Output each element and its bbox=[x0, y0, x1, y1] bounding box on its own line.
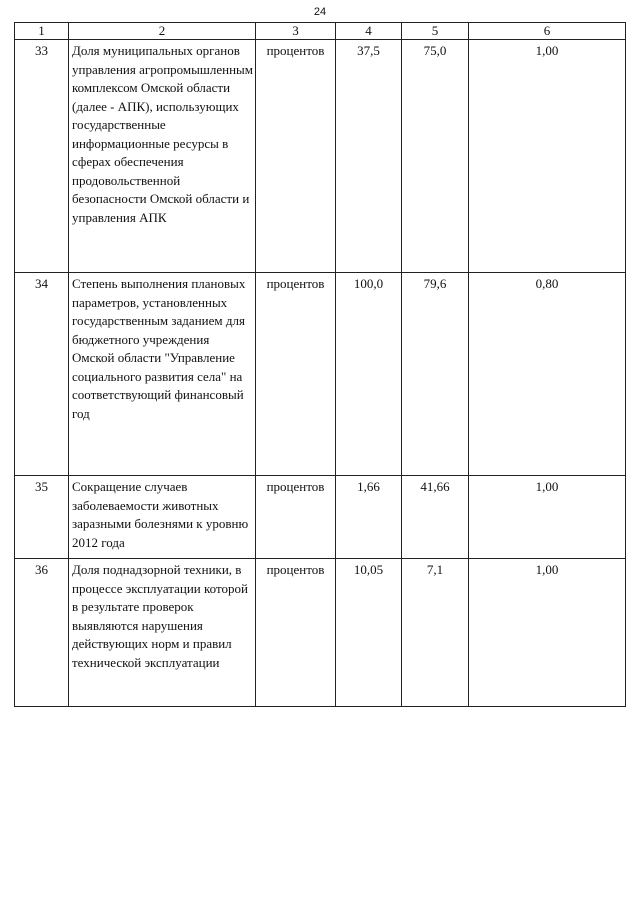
value-col-4: 100,0 bbox=[336, 273, 402, 476]
indicator-name: Сокращение случаев заболеваемости животных заразными болезнями к уровню 2012 года bbox=[69, 476, 256, 559]
unit: процентов bbox=[256, 273, 336, 476]
value-col-6: 1,00 bbox=[469, 559, 626, 707]
unit: процентов bbox=[256, 40, 336, 273]
page-number: 24 bbox=[313, 6, 327, 18]
indicator-name: Доля поднадзорной техники, в процессе эксплуатации которой в результате проверок выявляются нарушения действующих норм и правил технической эксплуатации bbox=[69, 559, 256, 707]
header-col-2: 2 bbox=[69, 23, 256, 40]
value-col-5: 7,1 bbox=[402, 559, 469, 707]
value-col-4: 37,5 bbox=[336, 40, 402, 273]
table-row bbox=[15, 476, 626, 559]
indicator-name: Доля муниципальных органов управления агропромышленным комплексом Омской области (далее - АПК), использующих государственные информационные ресурсы в сферах обеспечения продовольственной безопасности Омской области и управления АПК bbox=[69, 40, 256, 273]
header-col-5: 5 bbox=[402, 23, 469, 40]
indicator-name: Степень выполнения плановых параметров, установленных государственным заданием для бюджетного учреждения Омской области "Управление социального развития села" на соответствующий финансовый год bbox=[69, 273, 256, 476]
indicators-table bbox=[14, 22, 626, 707]
value-col-4: 1,66 bbox=[336, 476, 402, 559]
header-col-1: 1 bbox=[15, 23, 69, 40]
unit: процентов bbox=[256, 559, 336, 707]
header-col-3: 3 bbox=[256, 23, 336, 40]
table-row bbox=[15, 273, 626, 476]
table-header-row bbox=[15, 23, 626, 40]
table-row bbox=[15, 40, 626, 273]
value-col-6: 0,80 bbox=[469, 273, 626, 476]
row-number: 34 bbox=[15, 273, 69, 476]
header-col-6: 6 bbox=[469, 23, 626, 40]
unit: процентов bbox=[256, 476, 336, 559]
value-col-5: 79,6 bbox=[402, 273, 469, 476]
header-col-4: 4 bbox=[336, 23, 402, 40]
value-col-4: 10,05 bbox=[336, 559, 402, 707]
row-number: 35 bbox=[15, 476, 69, 559]
row-number: 36 bbox=[15, 559, 69, 707]
value-col-6: 1,00 bbox=[469, 40, 626, 273]
value-col-5: 41,66 bbox=[402, 476, 469, 559]
table-row bbox=[15, 559, 626, 707]
value-col-5: 75,0 bbox=[402, 40, 469, 273]
value-col-6: 1,00 bbox=[469, 476, 626, 559]
row-number: 33 bbox=[15, 40, 69, 273]
